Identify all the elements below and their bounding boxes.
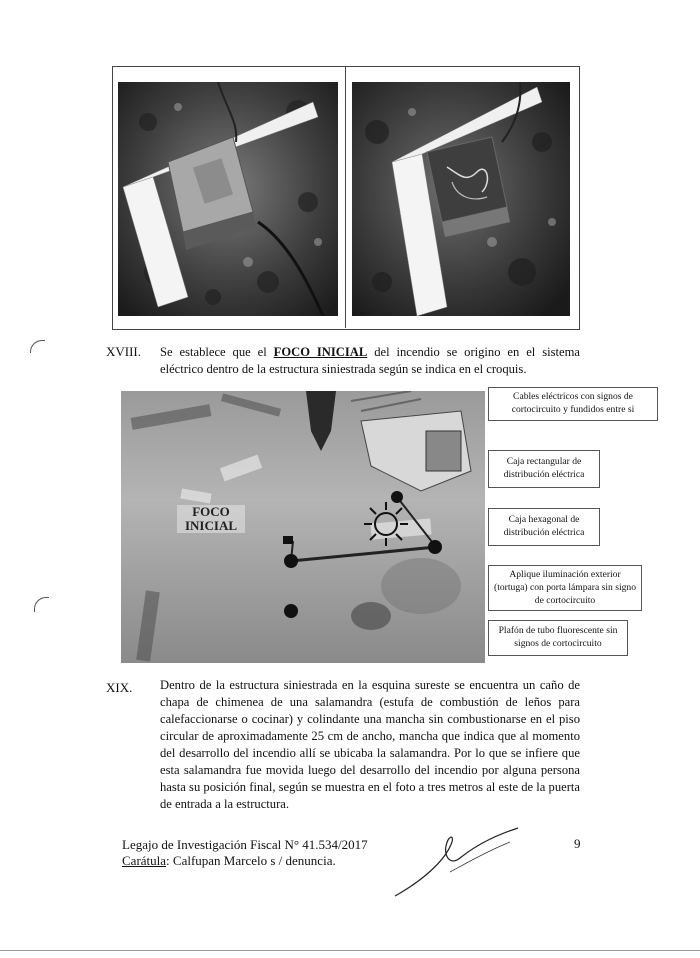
fire-origin-sketch-photo xyxy=(121,391,485,663)
callout-caja-hexagonal: Caja hexagonal de distribución eléctrica xyxy=(488,508,600,546)
callout-aplique-tortuga: Aplique iluminación exterior (tortuga) con porta lámpara sin signo de cortocircuito xyxy=(488,565,642,611)
caratula-value: : Calfupan Marcelo s / denuncia. xyxy=(166,853,336,868)
section-xviii-number: XVIII. xyxy=(106,344,142,359)
photo-left-electrical-box xyxy=(118,82,338,316)
callout-plafon-fluorescente: Plafón de tubo fluorescente sin signos de cortocircuito xyxy=(488,620,628,656)
photo-divider xyxy=(345,66,346,328)
margin-mark-top xyxy=(30,340,45,353)
overlay-label-line1: FOCO xyxy=(192,504,230,519)
section-xix-text: Dentro de la estructura siniestrada en la esquina sureste se encuentra un caño de chapa de chimenea de una salamandra (estufa de combustión de leños para calefaccionarse o cocinar) y colindante una mancha sin combustionarse en el piso circular de aproximadamente 25 cm de ancho, mancha que indica que al momento del desarrollo del incendio allí se ubicaba la salamandra. Por lo que se infiere que esta salamandra fue movida luego del desarrollo del incendio por alguna persona hasta su posición final, según se muestra en el foto a tres metros al este de la puerta de entrada a la estructura. xyxy=(160,678,580,811)
section-xix-number: XIX. xyxy=(106,680,133,695)
bottom-rule xyxy=(0,950,700,951)
callout-caja-rectangular: Caja rectangular de distribución eléctrica xyxy=(488,450,600,488)
section-xviii-text-after: del incendio se origino en el sistema eléctrico dentro de la estructura siniestrada según se indica en el croquis. xyxy=(160,345,580,376)
overlay-label-line2: INICIAL xyxy=(184,518,237,533)
photo-right-open-box xyxy=(352,82,570,316)
page-number: 9 xyxy=(574,836,581,851)
foco-inicial-overlay-label xyxy=(177,505,245,533)
footer-legajo: Legajo de Investigación Fiscal N° 41.534/2017 xyxy=(122,837,368,852)
section-xviii-text xyxy=(160,344,580,378)
footer-caratula xyxy=(122,853,336,869)
foco-inicial-emphasis: FOCO INICIAL xyxy=(273,345,368,359)
margin-mark-bottom xyxy=(34,597,49,612)
callout-cables-cortocircuito: Cables eléctricos con signos de cortocircuito y fundidos entre si xyxy=(488,387,658,421)
section-xviii-text-before: Se establece que el xyxy=(160,345,274,359)
signature xyxy=(390,822,530,902)
caratula-label: Carátula xyxy=(122,853,167,868)
